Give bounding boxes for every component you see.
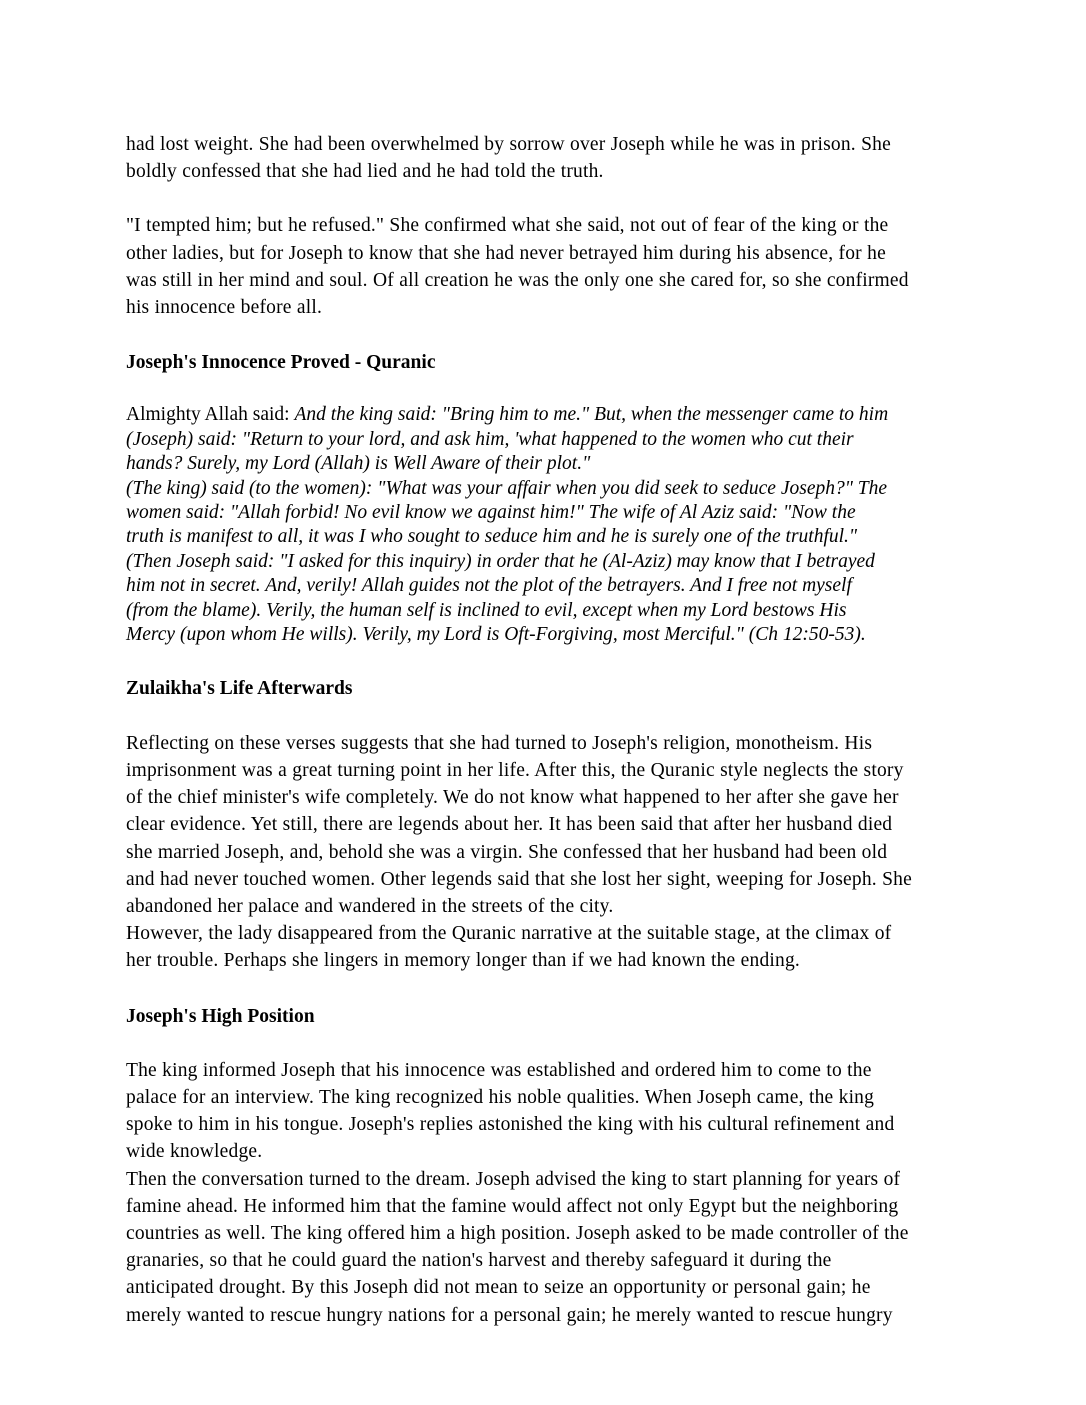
text-line: and had never touched women. Other legends said that she lost her sight, weeping for Joseph. She	[126, 868, 912, 890]
paragraph-reflecting-on-verses	[126, 730, 962, 975]
text-line: wide knowledge.	[126, 1141, 263, 1163]
quote-line: women said: "Allah forbid! No evil know we against him!" The wife of Al Aziz said: "Now the	[126, 502, 856, 524]
text-line: other ladies, but for Joseph to know that she had never betrayed him during his absence, for he	[126, 242, 886, 264]
heading-zulaikhas-life-afterwards: Zulaikha's Life Afterwards	[126, 678, 353, 700]
text-line: spoke to him in his tongue. Joseph's replies astonished the king with his cultural refinement and	[126, 1114, 895, 1136]
quote-line: hands? Surely, my Lord (Allah) is Well Aware of their plot."	[126, 453, 591, 475]
text-line: merely wanted to rescue hungry nations for a personal gain; he merely wanted to rescue hungry	[126, 1304, 893, 1326]
text-line: had lost weight. She had been overwhelmed by sorrow over Joseph while he was in prison. She	[126, 134, 891, 155]
quote-line: (The king) said (to the women): "What was your affair when you did seek to seduce Joseph?" The	[126, 477, 888, 499]
text-line: her trouble. Perhaps she lingers in memory longer than if we had known the ending.	[126, 950, 800, 972]
text-line: abandoned her palace and wandered in the streets of the city.	[126, 895, 614, 917]
paragraph-king-informed-joseph	[126, 1057, 962, 1329]
quote-quranic-passage	[126, 403, 962, 647]
text-line: imprisonment was a great turning point in her life. After this, the Quranic style neglects the story	[126, 759, 904, 781]
quote-line: (Joseph) said: "Return to your lord, and ask him, 'what happened to the women who cut their	[126, 428, 854, 450]
paragraph-lost-weight	[126, 131, 962, 185]
text-line: "I tempted him; but he refused." She confirmed what she said, not out of fear of the king or the	[126, 215, 889, 237]
document-body	[126, 131, 962, 1329]
quote-line: truth is manifest to all, it was I who sought to seduce him and he is surely one of the truthful."	[126, 526, 858, 548]
quote-line: him not in secret. And, verily! Allah guides not the plot of the betrayers. And I free not myself	[126, 575, 852, 597]
quote-line-text: And the king said: "Bring him to me." But, when the messenger came to him	[294, 404, 889, 426]
quote-line: (Then Joseph said: "I asked for this inquiry) in order that he (Al-Aziz) may know that I betrayed	[126, 550, 875, 572]
text-line: granaries, so that he could guard the nation's harvest and thereby safeguard it during the	[126, 1250, 832, 1272]
quote-lead-in: Almighty Allah said:	[126, 404, 295, 426]
heading-josephs-innocence-proved: Joseph's Innocence Proved - Quranic	[126, 352, 436, 374]
text-line: of the chief minister's wife completely. We do not know what happened to her after she gave her	[126, 787, 899, 809]
heading-josephs-high-position: Joseph's High Position	[126, 1005, 315, 1027]
paragraph-tempted-him	[126, 212, 962, 321]
text-line: countries as well. The king offered him a high position. Joseph asked to be made controller of the	[126, 1222, 909, 1244]
quote-line	[126, 403, 962, 427]
text-line: The king informed Joseph that his innocence was established and ordered him to come to the	[126, 1059, 872, 1081]
text-line: boldly confessed that she had lied and he had told the truth.	[126, 161, 604, 183]
text-line: famine ahead. He informed him that the famine would affect not only Egypt but the neighboring	[126, 1195, 899, 1217]
text-line: his innocence before all.	[126, 297, 323, 319]
text-line: However, the lady disappeared from the Quranic narrative at the suitable stage, at the climax of	[126, 923, 892, 945]
text-line: clear evidence. Yet still, there are legends about her. It has been said that after her husband died	[126, 814, 893, 836]
text-line: she married Joseph, and, behold she was a virgin. She confessed that her husband had been old	[126, 841, 888, 863]
quote-line: Mercy (upon whom He wills). Verily, my Lord is Oft-Forgiving, most Merciful." (Ch 12:50-53).	[126, 624, 866, 646]
text-line: Reflecting on these verses suggests that she had turned to Joseph's religion, monotheism. His	[126, 732, 873, 754]
quote-line: (from the blame). Verily, the human self is inclined to evil, except when my Lord bestows His	[126, 599, 847, 621]
text-line: was still in her mind and soul. Of all creation he was the only one she cared for, so she confirmed	[126, 269, 909, 291]
text-line: anticipated drought. By this Joseph did not mean to seize an opportunity or personal gain; he	[126, 1277, 871, 1299]
text-line: palace for an interview. The king recognized his noble qualities. When Joseph came, the king	[126, 1086, 875, 1108]
text-line: Then the conversation turned to the dream. Joseph advised the king to start planning for years of	[126, 1168, 901, 1190]
